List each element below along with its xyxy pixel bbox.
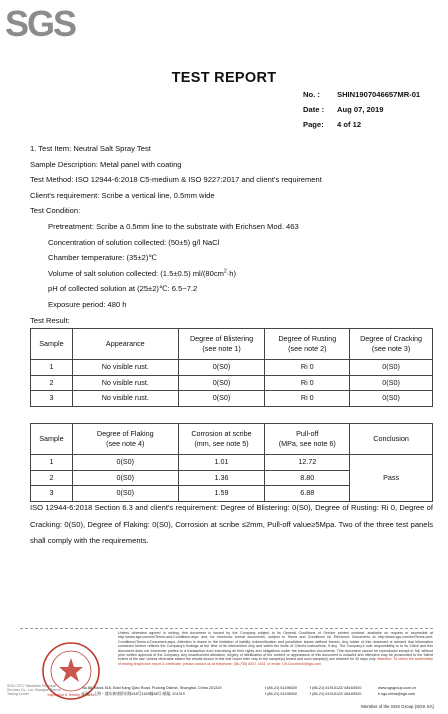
cell-flaking: 0(S0) — [72, 455, 178, 471]
cell-rusting: Ri 0 — [265, 391, 350, 407]
condition-exposure: Exposure period: 480 h — [48, 299, 127, 309]
cell-appearance: No visible rust. — [72, 360, 178, 376]
condition-temperature: Chamber temperature: (35±2)℃ — [48, 253, 157, 263]
cell-pull-off: 8.80 — [265, 470, 350, 486]
company-address-block — [82, 686, 433, 697]
footer-divider — [20, 628, 433, 629]
cell-blistering: 0(S0) — [178, 360, 265, 376]
cell-corrosion: 1.36 — [178, 470, 265, 486]
cell-cracking: 0(S0) — [350, 391, 433, 407]
cell-blistering: 0(S0) — [178, 391, 265, 407]
cell-appearance: No visible rust. — [72, 375, 178, 391]
address-line-en: No.88, Block 518, East Kang Qiao Road, Pudong District, Shanghai, China 201319 t (86-21) 61196300 f (86-21) 61915122/ 68183920 www.sgsgroup.com.cn — [82, 686, 416, 690]
legal-disclaimer — [118, 631, 433, 666]
test-method: Test Method: ISO 12944-6:2018 C5-medium & ISO 9227:2017 and client's requirement — [30, 175, 322, 185]
header-sample: Sample — [31, 329, 73, 360]
header-conclusion: Conclusion — [350, 424, 433, 455]
header-pull-off: Pull-off (MPa, see note 6) — [265, 424, 350, 455]
cell-sample: 2 — [31, 470, 73, 486]
header-appearance: Appearance — [72, 329, 178, 360]
condition-pretreatment: Pretreatment: Scribe a 0.5mm line to the substrate with Erichsen Mod. 463 — [48, 221, 299, 231]
cell-sample: 2 — [31, 375, 73, 391]
lab-name-note: SGS-CSTC Standards Technical Services Co., Ltd. Shanghai Branch Testing Center — [7, 684, 61, 697]
results-table-2 — [30, 423, 433, 502]
sgs-logo — [3, 2, 76, 44]
cell-pull-off: 12.72 — [265, 455, 350, 471]
sample-description: Sample Description: Metal panel with coating — [30, 159, 182, 169]
cell-conclusion: Pass — [350, 455, 433, 502]
client-requirement: Client's requirement: Scribe a vertical line, 0.5mm wide — [30, 190, 215, 200]
meta-date: Date : Aug 07, 2019 — [303, 105, 384, 114]
report-meta — [303, 87, 420, 132]
cell-rusting: Ri 0 — [265, 360, 350, 376]
test-item: 1. Test Item: Neutral Salt Spray Test — [30, 144, 151, 153]
sgs-logo-icon — [3, 2, 76, 44]
cell-cracking: 0(S0) — [350, 375, 433, 391]
cell-sample: 1 — [31, 360, 73, 376]
header-rusting: Degree of Rusting (see note 2) — [265, 329, 350, 360]
header-flaking: Degree of Flaking (see note 4) — [72, 424, 178, 455]
address-line-cn: 中国・上海・浦东新康桥东路518号1159幢88号 邮编: 201319 t (86-21) 61196300 f (86-21) 61915122/ 68183920 e sgs.china@sgs.com — [82, 691, 416, 696]
table-row — [31, 391, 433, 407]
cell-flaking: 0(S0) — [72, 470, 178, 486]
table-row — [31, 360, 433, 376]
authenticity-notice: Attention: To check the authenticity of testing /inspection report & certificate, please contact us at telephone: (86-755) 8307 1443, or email: CN.Doccheck@sgs.com — [118, 657, 433, 666]
cell-pull-off: 6.88 — [265, 486, 350, 502]
svg-text:Inspection & Testing Services: Inspection & Testing Services — [47, 693, 95, 697]
test-condition-heading: Test Condition: — [30, 206, 81, 216]
cell-appearance: No visible rust. — [72, 391, 178, 407]
cell-blistering: 0(S0) — [178, 375, 265, 391]
svg-text:SGS: SGS — [5, 3, 76, 44]
disclaimer-text: Unless otherwise agreed in writing, this document is issued by the Company subject to its General Conditions of Service printed overleaf, available on request or accessible at http://www.sgs.com/en/Terms-and-Conditions.aspx and, for electronic format documents, subject to Terms and Conditions for Electronic Documents at http://www.sgs.com/en/Terms-and-Conditions/Terms-e-Document.aspx. Attention is drawn to the limitation of liability, indemnification and jurisdiction issues defined therein. Any holder of this document is advised that information contained hereon reflects the Company's findings at the time of its intervention only and within the limits of Client's instructions, if any. The Company's sole responsibility is to its Client and this document does not exonerate parties to a transaction from exercising all their rights and obligations under the transaction documents. This document cannot be reproduced except in full, without prior written approval of the Company. Any unauthorized alteration, forgery or falsification of the content or appearance of this document is unlawful and offenders may be prosecuted to the fullest extent of the law. Unless otherwise stated the results shown in this test report refer only to the sample(s) tested and such sample(s) are retained for 30 days only. — [118, 631, 433, 662]
cell-flaking: 0(S0) — [72, 486, 178, 502]
header-corrosion: Corrosion at scribe (mm, see note 5) — [178, 424, 265, 455]
header-sample: Sample — [31, 424, 73, 455]
cell-corrosion: 1.59 — [178, 486, 265, 502]
requirement-paragraph: ISO 12944-6:2018 Section 6.3 and client's requirement: Degree of Blistering: 0(S0), Degree of Rusting: Ri 0, Degree of Cracking: 0(S0), Degree of Flaking: 0(S0), Corrosion at scribe ≤2mm, Pull-off value≥5Mpa. Two of the three test panels shall comply with the requirements. — [30, 503, 433, 545]
meta-report-number: No. : SHIN1907046657MR-01 — [303, 90, 421, 99]
table-row — [31, 375, 433, 391]
meta-page: Page: 4 of 12 — [303, 120, 362, 129]
table-header-row — [31, 424, 433, 455]
condition-volume: Volume of salt solution collected: (1.5±0.5) $ml/(80cm^2\cdot h)$ — [48, 268, 237, 278]
sgs-member-note: Member of the SGS Group (SGS SA) — [361, 704, 434, 709]
header-blistering: Degree of Blistering (see note 1) — [178, 329, 265, 360]
results-table-1 — [30, 328, 433, 407]
condition-ph: pH of collected solution at (25±2)℃: 6.5~7.2 — [48, 284, 198, 294]
test-description — [30, 141, 420, 328]
cell-cracking: 0(S0) — [350, 360, 433, 376]
cell-sample: 3 — [31, 391, 73, 407]
cell-sample: 3 — [31, 486, 73, 502]
report-title: TEST REPORT — [171, 70, 277, 86]
table-row — [31, 455, 433, 471]
cell-sample: 1 — [31, 455, 73, 471]
test-result-heading: Test Result: — [30, 315, 70, 325]
condition-concentration: Concentration of solution collected: (50±5) g/l NaCl — [48, 237, 220, 247]
header-cracking: Degree of Cracking (see note 3) — [350, 329, 433, 360]
cell-rusting: Ri 0 — [265, 375, 350, 391]
table-header-row — [31, 329, 433, 360]
cell-corrosion: 1.01 — [178, 455, 265, 471]
